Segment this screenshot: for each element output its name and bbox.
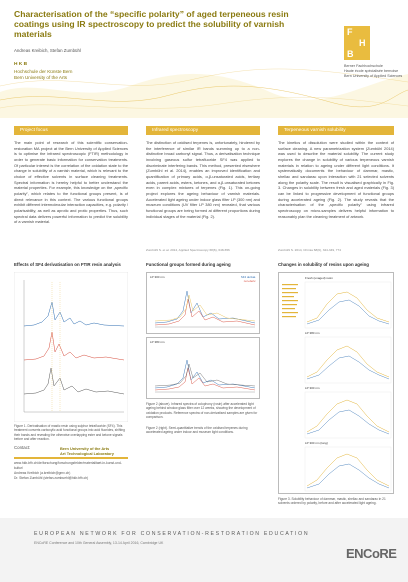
bfh-logo-letter-h: H (359, 38, 366, 48)
contact-divider (14, 457, 128, 459)
bfh-line-2: Haute école spécialisée bernoise (344, 69, 399, 73)
contact-email-zumbuehl[interactable]: Dr. Stefan Zumbühl (stefan.zumbuehl@hkb.bfh.ch) (14, 476, 89, 480)
fig2-legend-nonderiv: non-deriv. (243, 279, 256, 283)
fig3-row-lp300-long-label: LP 300 nm (long) (305, 441, 328, 445)
fig2-title: Functional groups formed during ageing (146, 262, 231, 267)
project-text: The main point of research of this scientific conservation-restoration MA project at the Bern University of Applied Sciences is to optimise the infrared spectroscopic (FTIR) methodology in order to generate basic information for conservation treatments. Of particular interest is the correlation of the oxidation state to the change in solubility of a varnish material, which is relevant to the choice of effective solvents in surface cleaning treatments. Spectral information is hereby helpful to better understand the material properties. For example, this knowledge on the „specific polarity”, which relates to the functional groups present, is of direct relevance in this context. The various functional groups exhibit different intermolecular interaction capacities, e.g. polarity / polarisability, as well as aprotic and protic properties. Thus, such spectral data delivers powerful information to predict the solubility of a varnish material. (14, 140, 128, 225)
contact-label: Contact: (14, 445, 31, 450)
fig2-panel-lp380 (146, 337, 260, 399)
contact-name-line-1: Bern University of the Arts (60, 446, 110, 451)
fig3-caption: Figure 3. Solubility behaviour of dammar, mastic, shellac and sandarac in 21 solvents ordered by polarity, before and after accelerated light ageing. (278, 497, 386, 506)
fig3-row-fresh-label: Fresh (unaged) resin (305, 276, 333, 280)
fig3-row-lp300-label: LP 300 nm (305, 386, 320, 390)
fig3-title: Changes in solubility of resins upon ageing (278, 262, 369, 267)
infrared-reference: Zumbühl S. et al. 2014, Applied Spectroscopy 68(6), 648-656 (146, 248, 230, 252)
fig1-caption: Figure 1. Derivatisation of mastic resin using sulphur tetrafluoride (SF4). This treatment converts carboxylic acid functional groups into acid fluorides, shifting their bands and revealing the otherwise overlapping ester and ketone signals before and after reaction. (14, 424, 125, 442)
section-heading-infrared: Infrared spectroscopy (146, 126, 260, 135)
poster-title: Characterisation of the “specific polarity” of aged terpeneous resin coatings using IR spectroscopy to predict the solubility of varnish materials (14, 9, 289, 40)
solubility-text: The kinetics of dissolution were studied within the context of surface cleaning. A new parametrization system (Zumbühl 2014) was used to describe the material solubility. The current study explores the change in solubility of various terpeneous varnish materials in relation to ageing under different light conditions. It systematically documents the behaviour of dammar, mastic, shellac and sandarac upon interaction with 21 selected solvents along the polarity scale. The result is visualised graphically in Fig. 3. Changes in solubility between fresh and aged materials (Fig. 3) can be linked to progressive development of functional groups during accelerated ageing (Fig. 2). The study reveals that the characterisation of the „specific polarity” using infrared spectroscopy on micro-samples delivers helpful information to reasonably plan the cleaning treatment of artwork. (278, 140, 394, 219)
bfh-line-1: Berner Fachhochschule (344, 64, 383, 68)
footer-network-name: EUROPEAN NETWORK FOR CONSERVATION-RESTORATION EDUCATION (34, 531, 310, 537)
fig3-row-lp380-label: LP 380 nm (305, 331, 320, 335)
fig2-panel-lp380-spectra (147, 338, 259, 398)
bfh-logo-letter-f: F (347, 27, 353, 37)
fig2-panel-lp380-label: LP 380 nm (150, 340, 165, 344)
infrared-text: The distinction of oxidised terpenes is, unfortunately, hindered by the interference of similar IR bands summing up to a non-distinctive broad carbonyl signal. Thus, a derivatisation technique involving gaseous sulfur tetrafluoride SF4 was applied to discriminate interfering bands. This method, presented elsewhere (Zumbühl et al. 2014), enables an improved identification and quantification of primary acids, α,β-unsaturated acids, tertiary acids, parent acids, esters, ketones, and α,β-unsaturated ketones even in complex mixtures of terpenes (Fig. 1). This on-going project explores the ageing behaviour of varnish materials. Accelerated light ageing under indoor glass filter LP (300 nm) and museum conditions (UV filter LP 380 nm) revealed, that various functional groups are being formed at different proportions during individual stages of the material (Fig. 2). (146, 140, 260, 219)
contact-website-link[interactable]: www.hkb-bfh.ch/de/forschung/forschungsfelder/materialitaet-in-kunst-und-kultur/ (14, 461, 122, 470)
fig2-panel-lp300-label: LP 300 nm (150, 275, 165, 279)
poster-header (0, 0, 408, 118)
fig3-solubility-chart (278, 272, 394, 494)
contact-email-kreibich[interactable]: Andreas Kreibich (a.kreibich@gmx.ch) (14, 471, 71, 475)
institution-abbrev: H K B (14, 62, 28, 67)
poster-authors: Andreas Kreibich, Stefan Zumbühl (14, 48, 81, 53)
fig3-solubility-grids (303, 274, 393, 494)
fig1-title: Effects of SF4 derivatisation on FTIR resin analysis (14, 262, 121, 267)
fig2-legend-derivat: SF4 derivat. (240, 275, 256, 279)
fig1-spectra-plot (14, 272, 128, 422)
footer-conference: ENCoRE Conference and 10th General Assembly, 13-14 April 2016, Cambridge UK (34, 541, 164, 545)
encore-logo: ENCoRE (346, 546, 397, 561)
solubility-reference: Zumbühl S. 2014, Chimia 68(6), 344-349, 774 (278, 248, 341, 252)
section-heading-solubility: Terpeneous varnish solubility (278, 126, 394, 135)
institution-name-de: Hochschule der Künste Bern (14, 69, 73, 74)
fig2-caption-b: Figure 2 (right). Semi-quantitative trends of the oxidised terpenes during accelerated ageing under indoor and museum light conditions. (146, 426, 248, 435)
fig2-caption-a: Figure 2 (above). Infrared spectra of colophony (rosin) after accelerated light ageing behind window glass filter over 12 weeks, showing the development of oxidation products. Reference spectra of non-derivatised samples are given for comparison. (146, 402, 258, 420)
section-heading-project: Project focus (14, 126, 128, 135)
fig2-panel-lp300 (146, 272, 260, 334)
bfh-logo-letter-b: B (347, 49, 354, 59)
fig3-solvent-list (280, 274, 302, 494)
bfh-line-3: Bern University of Applied Sciences (344, 74, 403, 78)
contact-name-line-2: Art Technological Laboratory (60, 451, 114, 456)
bfh-logo (344, 26, 370, 60)
fig2-panel-lp300-spectra (147, 273, 259, 333)
institution-name-en: Bern University of the Arts (14, 75, 68, 80)
